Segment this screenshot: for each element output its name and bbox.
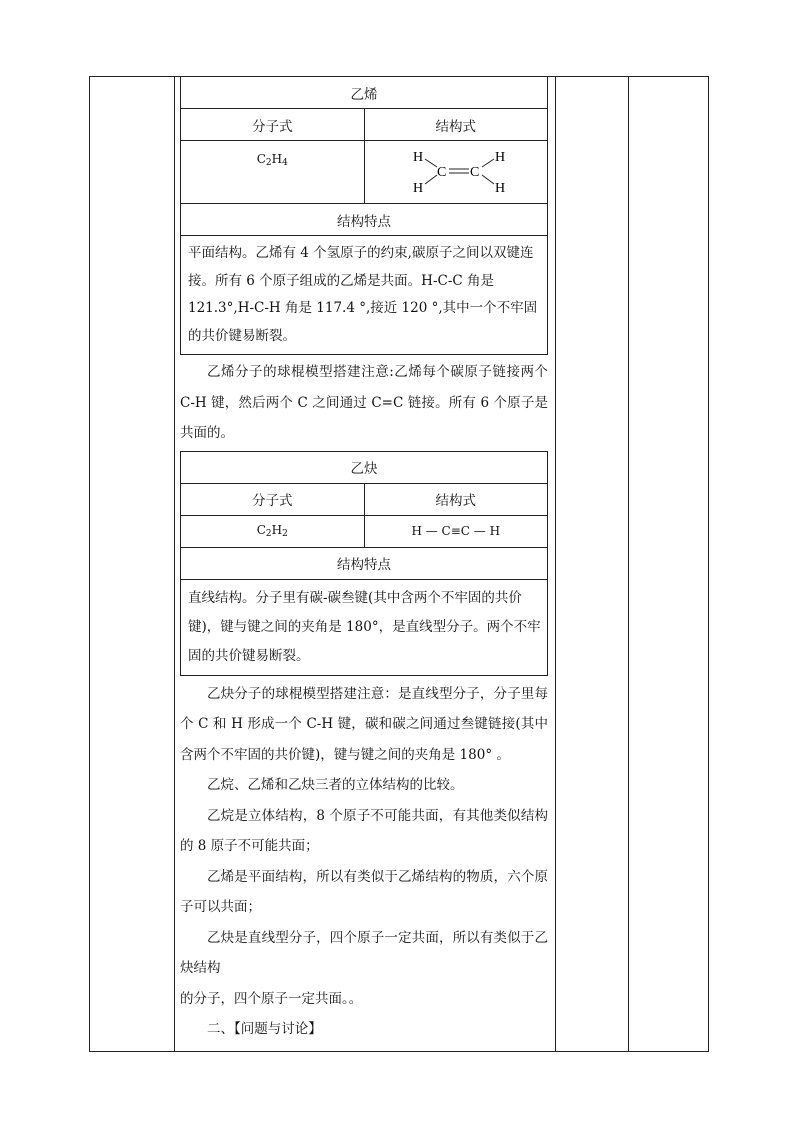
ethylene-model-note: 乙烯分子的球棍模型搭建注意:乙烯每个碳原子链接两个 C-H 键，然后两个 C 之间通过 C=C 链接。所有 6 个原子是共面的。 (180, 364, 548, 441)
ethylene-structure-header: 结构式 (364, 109, 548, 141)
ethylene-molecular-formula: $C_2H_4$ (181, 141, 365, 204)
ethylene-features-header: 结构特点 (181, 204, 548, 236)
ethylene-features-text: 平面结构。乙烯有 4 个氢原子的约束,碳原子之间以双键连接。所有 6 个原子组成的乙烯是共面。H-C-C 角是 121.3°,H-C-H 角是 117.4 °,接近 120 °,其中一个不牢固的共价键易断裂。 (181, 236, 548, 355)
ethane-paragraph: 乙烷是立体结构，8 个原子不可能共面，有其他类似结构的 8 原子不可能共面； (180, 807, 548, 854)
acetylene-structural-formula: H — C≡C — H (364, 515, 548, 547)
atom-c: C (469, 165, 480, 180)
atom-h: H (494, 150, 505, 165)
ethylene-table (180, 76, 548, 355)
bond (425, 159, 437, 167)
acetylene-structure-header: 结构式 (364, 483, 548, 515)
atom-h: H (494, 181, 505, 196)
ethylene-paragraph: 乙烯是平面结构，所以有类似于乙烯结构的物质，六个原子可以共面； (180, 868, 548, 915)
acetylene-molecular-formula: $C_2H_2$ (181, 515, 365, 547)
acetylene-paragraph-continued: 的分子，四个原子一定共面。。 (180, 990, 363, 1007)
bond (425, 175, 437, 184)
acetylene-table (180, 451, 548, 676)
bond (482, 159, 494, 167)
acetylene-features-header: 结构特点 (181, 547, 548, 579)
acetylene-model-note: 乙炔分子的球棍模型搭建注意：是直线型分子，分子里每个 C 和 H 形成一个 C-H 键，碳和碳之间通过叁键链接(其中含两个不牢固的共价键)，键与键之间的夹角是 180° 。 (180, 685, 548, 763)
column-divider (174, 77, 175, 1051)
bond (482, 175, 494, 184)
acetylene-title: 乙炔 (181, 451, 548, 483)
section-heading: 二、【问题与讨论】 (207, 1021, 322, 1037)
main-content (180, 76, 548, 1045)
ethylene-formula-header: 分子式 (181, 109, 365, 141)
ethylene-structure-diagram (391, 141, 521, 201)
column-divider (628, 77, 629, 1051)
acetylene-paragraph: 乙炔是直线型分子，四个原子一定共面，所以有类似于乙炔结构 (180, 929, 548, 976)
atom-h: H (412, 150, 423, 165)
atom-h: H (412, 181, 423, 196)
acetylene-features-text: 直线结构。分子里有碳-碳叁键(其中含两个不牢固的共价键)，键与键之间的夹角是 180°，是直线型分子。两个不牢固的共价键易断裂。 (181, 579, 548, 675)
atom-c: C (436, 165, 447, 180)
column-divider (555, 77, 556, 1051)
ethylene-title: 乙烯 (181, 77, 548, 109)
comparison-intro: 乙烷、乙烯和乙炔三者的立体结构的比较。 (207, 777, 464, 793)
acetylene-formula-header: 分子式 (181, 483, 365, 515)
ethylene-structural-formula (364, 141, 548, 204)
